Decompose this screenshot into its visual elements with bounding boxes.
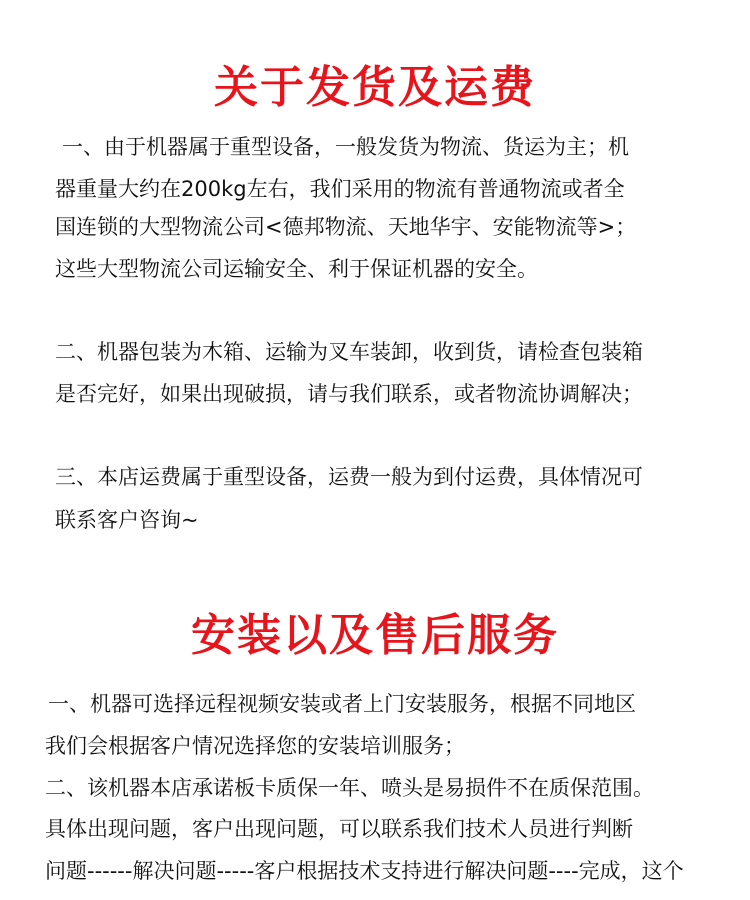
service-line-3: 二、该机器本店承诺板卡质保一年、喷头是易损件不在质保范围。: [45, 776, 654, 800]
shipping-para1-line-4: 这些大型物流公司运输安全、利于保证机器的安全。: [55, 257, 538, 281]
service-line-2: 我们会根据客户情况选择您的安装培训服务；: [45, 734, 465, 758]
shipping-para2-line-1: 二、机器包装为木箱、运输为叉车装卸，收到货，请检查包装箱: [55, 340, 643, 364]
shipping-section-title: 关于发货及运费: [214, 62, 536, 113]
shipping-para1-line-1: 一、由于机器属于重型设备，一般发货为物流、货运为主；机: [62, 135, 629, 159]
shipping-para3-line-1: 三、本店运费属于重型设备，运费一般为到付运费，具体情况可: [55, 465, 643, 489]
service-section-title: 安装以及售后服务: [191, 610, 559, 661]
shipping-para3-line-2: 联系客户咨询~: [55, 508, 199, 532]
shipping-para2-line-2: 是否完好，如果出现破损，请与我们联系，或者物流协调解决；: [55, 382, 643, 406]
service-line-4: 具体出现问题，客户出现问题，可以联系我们技术人员进行判断: [45, 817, 633, 841]
service-line-1: 一、机器可选择远程视频安装或者上门安装服务，根据不同地区: [48, 692, 636, 716]
shipping-para1-line-2: 器重量大约在200kg左右，我们采用的物流有普通物流或者全: [55, 177, 625, 201]
service-line-5: 问题------解决问题-----客户根据技术支持进行解决问题----完成，这个: [45, 859, 684, 883]
shipping-para1-line-3: 国连锁的大型物流公司<德邦物流、天地华宇、安能物流等>；: [55, 215, 637, 239]
